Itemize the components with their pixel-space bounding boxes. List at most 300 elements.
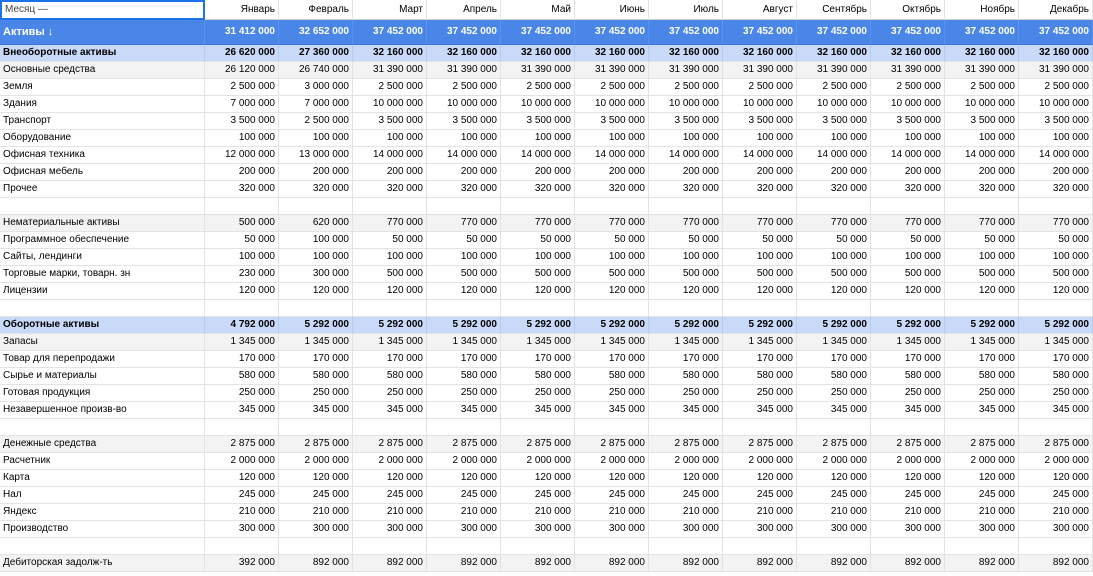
- value-cell[interactable]: 3 000 000: [279, 79, 353, 96]
- value-cell[interactable]: [797, 419, 871, 436]
- value-cell[interactable]: 31 390 000: [501, 62, 575, 79]
- value-cell[interactable]: 50 000: [353, 232, 427, 249]
- value-cell[interactable]: 2 500 000: [1019, 79, 1093, 96]
- row-label-cell[interactable]: Товар для перепродажи: [0, 351, 205, 368]
- value-cell[interactable]: [279, 419, 353, 436]
- value-cell[interactable]: 10 000 000: [945, 96, 1019, 113]
- value-cell[interactable]: 120 000: [427, 283, 501, 300]
- row-label-cell[interactable]: Дебиторская задолж-ть: [0, 555, 205, 572]
- row-label-cell[interactable]: Сайты, лендинги: [0, 249, 205, 266]
- value-cell[interactable]: 2 000 000: [649, 453, 723, 470]
- value-cell[interactable]: 120 000: [723, 470, 797, 487]
- value-cell[interactable]: 5 292 000: [649, 317, 723, 334]
- value-cell[interactable]: 14 000 000: [353, 147, 427, 164]
- value-cell[interactable]: 200 000: [205, 164, 279, 181]
- value-cell[interactable]: 580 000: [427, 368, 501, 385]
- value-cell[interactable]: 26 740 000: [279, 62, 353, 79]
- value-cell[interactable]: 120 000: [575, 470, 649, 487]
- value-cell[interactable]: 50 000: [427, 232, 501, 249]
- value-cell[interactable]: 210 000: [945, 504, 1019, 521]
- value-cell[interactable]: 3 500 000: [871, 113, 945, 130]
- value-cell[interactable]: 5 292 000: [945, 317, 1019, 334]
- value-cell[interactable]: 200 000: [279, 164, 353, 181]
- value-cell[interactable]: 10 000 000: [501, 96, 575, 113]
- value-cell[interactable]: 200 000: [871, 164, 945, 181]
- value-cell[interactable]: 10 000 000: [427, 96, 501, 113]
- value-cell[interactable]: 120 000: [205, 283, 279, 300]
- value-cell[interactable]: 500 000: [427, 266, 501, 283]
- value-cell[interactable]: 170 000: [871, 351, 945, 368]
- row-label-cell[interactable]: Расчетник: [0, 453, 205, 470]
- value-cell[interactable]: 320 000: [427, 181, 501, 198]
- value-cell[interactable]: [501, 419, 575, 436]
- value-cell[interactable]: 50 000: [945, 232, 1019, 249]
- value-cell[interactable]: 250 000: [427, 385, 501, 402]
- value-cell[interactable]: 210 000: [501, 504, 575, 521]
- value-cell[interactable]: 245 000: [723, 487, 797, 504]
- value-cell[interactable]: 345 000: [1019, 402, 1093, 419]
- value-cell[interactable]: 37 452 000: [797, 20, 871, 45]
- value-cell[interactable]: [501, 198, 575, 215]
- row-label-cell[interactable]: Здания: [0, 96, 205, 113]
- value-cell[interactable]: 320 000: [945, 181, 1019, 198]
- value-cell[interactable]: 245 000: [649, 487, 723, 504]
- value-cell[interactable]: 892 000: [575, 555, 649, 572]
- value-cell[interactable]: 250 000: [279, 385, 353, 402]
- value-cell[interactable]: 2 500 000: [797, 79, 871, 96]
- value-cell[interactable]: 580 000: [575, 368, 649, 385]
- value-cell[interactable]: 3 500 000: [353, 113, 427, 130]
- value-cell[interactable]: 170 000: [723, 351, 797, 368]
- value-cell[interactable]: 1 345 000: [575, 334, 649, 351]
- value-cell[interactable]: 50 000: [649, 232, 723, 249]
- value-cell[interactable]: 2 500 000: [649, 79, 723, 96]
- value-cell[interactable]: 892 000: [945, 555, 1019, 572]
- value-cell[interactable]: 2 875 000: [353, 436, 427, 453]
- value-cell[interactable]: [501, 300, 575, 317]
- header-cell-jan[interactable]: Январь: [205, 0, 279, 20]
- value-cell[interactable]: 2 000 000: [723, 453, 797, 470]
- value-cell[interactable]: 2 500 000: [575, 79, 649, 96]
- value-cell[interactable]: 300 000: [501, 521, 575, 538]
- value-cell[interactable]: 245 000: [353, 487, 427, 504]
- value-cell[interactable]: 32 160 000: [797, 45, 871, 62]
- value-cell[interactable]: 37 452 000: [649, 20, 723, 45]
- value-cell[interactable]: 770 000: [353, 215, 427, 232]
- value-cell[interactable]: 2 875 000: [723, 436, 797, 453]
- row-label-cell[interactable]: Активы ↓: [0, 20, 205, 45]
- value-cell[interactable]: 50 000: [871, 232, 945, 249]
- value-cell[interactable]: 120 000: [797, 283, 871, 300]
- value-cell[interactable]: 100 000: [205, 249, 279, 266]
- value-cell[interactable]: [945, 538, 1019, 555]
- value-cell[interactable]: [1019, 198, 1093, 215]
- value-cell[interactable]: [797, 198, 871, 215]
- value-cell[interactable]: [649, 198, 723, 215]
- value-cell[interactable]: [575, 198, 649, 215]
- value-cell[interactable]: 50 000: [205, 232, 279, 249]
- value-cell[interactable]: 100 000: [279, 130, 353, 147]
- value-cell[interactable]: [723, 198, 797, 215]
- row-label-cell[interactable]: Карта: [0, 470, 205, 487]
- value-cell[interactable]: 32 160 000: [427, 45, 501, 62]
- value-cell[interactable]: [723, 300, 797, 317]
- value-cell[interactable]: 2 500 000: [723, 79, 797, 96]
- value-cell[interactable]: 210 000: [279, 504, 353, 521]
- value-cell[interactable]: 580 000: [353, 368, 427, 385]
- value-cell[interactable]: 31 390 000: [1019, 62, 1093, 79]
- row-label-cell[interactable]: [0, 538, 205, 555]
- value-cell[interactable]: 345 000: [945, 402, 1019, 419]
- value-cell[interactable]: 320 000: [797, 181, 871, 198]
- value-cell[interactable]: 210 000: [871, 504, 945, 521]
- value-cell[interactable]: 500 000: [945, 266, 1019, 283]
- row-label-cell[interactable]: Готовая продукция: [0, 385, 205, 402]
- value-cell[interactable]: 2 000 000: [945, 453, 1019, 470]
- value-cell[interactable]: 120 000: [353, 283, 427, 300]
- value-cell[interactable]: 245 000: [797, 487, 871, 504]
- value-cell[interactable]: 32 160 000: [723, 45, 797, 62]
- value-cell[interactable]: 300 000: [205, 521, 279, 538]
- value-cell[interactable]: 300 000: [353, 521, 427, 538]
- value-cell[interactable]: 2 000 000: [797, 453, 871, 470]
- value-cell[interactable]: 770 000: [427, 215, 501, 232]
- value-cell[interactable]: 120 000: [945, 470, 1019, 487]
- value-cell[interactable]: 100 000: [279, 249, 353, 266]
- value-cell[interactable]: [353, 198, 427, 215]
- value-cell[interactable]: 250 000: [871, 385, 945, 402]
- value-cell[interactable]: 210 000: [575, 504, 649, 521]
- value-cell[interactable]: [649, 538, 723, 555]
- row-label-cell[interactable]: Внеоборотные активы: [0, 45, 205, 62]
- header-cell-feb[interactable]: Февраль: [279, 0, 353, 20]
- value-cell[interactable]: 2 000 000: [871, 453, 945, 470]
- value-cell[interactable]: 345 000: [427, 402, 501, 419]
- value-cell[interactable]: 100 000: [353, 249, 427, 266]
- value-cell[interactable]: 5 292 000: [353, 317, 427, 334]
- value-cell[interactable]: 5 292 000: [501, 317, 575, 334]
- value-cell[interactable]: 2 875 000: [205, 436, 279, 453]
- value-cell[interactable]: 892 000: [279, 555, 353, 572]
- value-cell[interactable]: 13 000 000: [279, 147, 353, 164]
- value-cell[interactable]: 770 000: [797, 215, 871, 232]
- header-cell-jun[interactable]: Июнь: [575, 0, 649, 20]
- value-cell[interactable]: 500 000: [1019, 266, 1093, 283]
- value-cell[interactable]: [797, 300, 871, 317]
- header-cell-may[interactable]: Май: [501, 0, 575, 20]
- value-cell[interactable]: 1 345 000: [723, 334, 797, 351]
- value-cell[interactable]: 320 000: [205, 181, 279, 198]
- value-cell[interactable]: 210 000: [353, 504, 427, 521]
- value-cell[interactable]: 580 000: [797, 368, 871, 385]
- value-cell[interactable]: 100 000: [649, 130, 723, 147]
- value-cell[interactable]: 14 000 000: [723, 147, 797, 164]
- value-cell[interactable]: 300 000: [871, 521, 945, 538]
- value-cell[interactable]: 250 000: [575, 385, 649, 402]
- value-cell[interactable]: 170 000: [575, 351, 649, 368]
- value-cell[interactable]: 100 000: [1019, 249, 1093, 266]
- value-cell[interactable]: 12 000 000: [205, 147, 279, 164]
- value-cell[interactable]: 170 000: [427, 351, 501, 368]
- value-cell[interactable]: 10 000 000: [575, 96, 649, 113]
- value-cell[interactable]: 345 000: [723, 402, 797, 419]
- value-cell[interactable]: 31 390 000: [723, 62, 797, 79]
- value-cell[interactable]: 210 000: [797, 504, 871, 521]
- value-cell[interactable]: 170 000: [205, 351, 279, 368]
- value-cell[interactable]: 580 000: [945, 368, 1019, 385]
- value-cell[interactable]: 345 000: [871, 402, 945, 419]
- value-cell[interactable]: 250 000: [501, 385, 575, 402]
- value-cell[interactable]: [945, 198, 1019, 215]
- value-cell[interactable]: 210 000: [1019, 504, 1093, 521]
- value-cell[interactable]: 500 000: [575, 266, 649, 283]
- row-label-cell[interactable]: [0, 300, 205, 317]
- value-cell[interactable]: 2 500 000: [279, 113, 353, 130]
- value-cell[interactable]: [427, 198, 501, 215]
- value-cell[interactable]: 2 000 000: [427, 453, 501, 470]
- value-cell[interactable]: [871, 300, 945, 317]
- value-cell[interactable]: [871, 538, 945, 555]
- value-cell[interactable]: 120 000: [1019, 283, 1093, 300]
- row-label-cell[interactable]: Незавершенное произв-во: [0, 402, 205, 419]
- value-cell[interactable]: 32 652 000: [279, 20, 353, 45]
- value-cell[interactable]: 10 000 000: [871, 96, 945, 113]
- value-cell[interactable]: 170 000: [1019, 351, 1093, 368]
- value-cell[interactable]: [427, 419, 501, 436]
- value-cell[interactable]: 27 360 000: [279, 45, 353, 62]
- value-cell[interactable]: 37 452 000: [575, 20, 649, 45]
- value-cell[interactable]: 620 000: [279, 215, 353, 232]
- row-label-cell[interactable]: Программное обеспечение: [0, 232, 205, 249]
- header-cell-mar[interactable]: Март: [353, 0, 427, 20]
- value-cell[interactable]: 1 345 000: [871, 334, 945, 351]
- value-cell[interactable]: 320 000: [501, 181, 575, 198]
- value-cell[interactable]: 3 500 000: [1019, 113, 1093, 130]
- header-cell-dec[interactable]: Декабрь: [1019, 0, 1093, 20]
- value-cell[interactable]: [575, 419, 649, 436]
- row-label-cell[interactable]: Оборудование: [0, 130, 205, 147]
- header-cell-nov[interactable]: Ноябрь: [945, 0, 1019, 20]
- value-cell[interactable]: 300 000: [649, 521, 723, 538]
- value-cell[interactable]: 245 000: [871, 487, 945, 504]
- value-cell[interactable]: [575, 538, 649, 555]
- value-cell[interactable]: 200 000: [353, 164, 427, 181]
- row-label-cell[interactable]: Офисная мебель: [0, 164, 205, 181]
- row-label-cell[interactable]: Офисная техника: [0, 147, 205, 164]
- value-cell[interactable]: 580 000: [723, 368, 797, 385]
- value-cell[interactable]: 100 000: [353, 130, 427, 147]
- value-cell[interactable]: 50 000: [575, 232, 649, 249]
- value-cell[interactable]: 2 500 000: [945, 79, 1019, 96]
- value-cell[interactable]: 120 000: [871, 470, 945, 487]
- value-cell[interactable]: 32 160 000: [649, 45, 723, 62]
- value-cell[interactable]: 245 000: [501, 487, 575, 504]
- header-cell-apr[interactable]: Апрель: [427, 0, 501, 20]
- value-cell[interactable]: 245 000: [279, 487, 353, 504]
- value-cell[interactable]: 32 160 000: [575, 45, 649, 62]
- value-cell[interactable]: 120 000: [353, 470, 427, 487]
- value-cell[interactable]: 14 000 000: [871, 147, 945, 164]
- value-cell[interactable]: 345 000: [797, 402, 871, 419]
- row-label-cell[interactable]: Производство: [0, 521, 205, 538]
- row-label-cell[interactable]: Земля: [0, 79, 205, 96]
- value-cell[interactable]: 892 000: [797, 555, 871, 572]
- value-cell[interactable]: 14 000 000: [575, 147, 649, 164]
- row-label-cell[interactable]: Яндекс: [0, 504, 205, 521]
- value-cell[interactable]: [871, 419, 945, 436]
- value-cell[interactable]: 2 000 000: [1019, 453, 1093, 470]
- value-cell[interactable]: 250 000: [649, 385, 723, 402]
- value-cell[interactable]: 3 500 000: [797, 113, 871, 130]
- value-cell[interactable]: 37 452 000: [427, 20, 501, 45]
- value-cell[interactable]: 200 000: [945, 164, 1019, 181]
- value-cell[interactable]: 770 000: [871, 215, 945, 232]
- value-cell[interactable]: 2 875 000: [575, 436, 649, 453]
- value-cell[interactable]: 250 000: [723, 385, 797, 402]
- value-cell[interactable]: 120 000: [501, 283, 575, 300]
- value-cell[interactable]: 120 000: [723, 283, 797, 300]
- value-cell[interactable]: 120 000: [501, 470, 575, 487]
- value-cell[interactable]: 32 160 000: [945, 45, 1019, 62]
- value-cell[interactable]: 100 000: [723, 249, 797, 266]
- row-label-cell[interactable]: Нематериальные активы: [0, 215, 205, 232]
- value-cell[interactable]: 500 000: [501, 266, 575, 283]
- value-cell[interactable]: 7 000 000: [205, 96, 279, 113]
- value-cell[interactable]: 320 000: [649, 181, 723, 198]
- value-cell[interactable]: 170 000: [353, 351, 427, 368]
- row-label-cell[interactable]: [0, 419, 205, 436]
- value-cell[interactable]: 245 000: [945, 487, 1019, 504]
- value-cell[interactable]: [649, 419, 723, 436]
- value-cell[interactable]: 580 000: [501, 368, 575, 385]
- value-cell[interactable]: 892 000: [723, 555, 797, 572]
- value-cell[interactable]: 2 500 000: [871, 79, 945, 96]
- value-cell[interactable]: 1 345 000: [797, 334, 871, 351]
- value-cell[interactable]: 32 160 000: [501, 45, 575, 62]
- value-cell[interactable]: 5 292 000: [797, 317, 871, 334]
- value-cell[interactable]: 500 000: [649, 266, 723, 283]
- value-cell[interactable]: 345 000: [649, 402, 723, 419]
- value-cell[interactable]: [649, 300, 723, 317]
- value-cell[interactable]: 300 000: [575, 521, 649, 538]
- value-cell[interactable]: 300 000: [945, 521, 1019, 538]
- value-cell[interactable]: 210 000: [723, 504, 797, 521]
- value-cell[interactable]: 245 000: [205, 487, 279, 504]
- value-cell[interactable]: 2 000 000: [353, 453, 427, 470]
- value-cell[interactable]: 250 000: [205, 385, 279, 402]
- value-cell[interactable]: [205, 198, 279, 215]
- value-cell[interactable]: 2 500 000: [427, 79, 501, 96]
- value-cell[interactable]: 50 000: [797, 232, 871, 249]
- header-cell-aug[interactable]: Август: [723, 0, 797, 20]
- value-cell[interactable]: 892 000: [871, 555, 945, 572]
- value-cell[interactable]: 3 500 000: [575, 113, 649, 130]
- value-cell[interactable]: 37 452 000: [871, 20, 945, 45]
- value-cell[interactable]: 170 000: [797, 351, 871, 368]
- value-cell[interactable]: 3 500 000: [205, 113, 279, 130]
- value-cell[interactable]: 2 875 000: [945, 436, 1019, 453]
- value-cell[interactable]: 100 000: [871, 130, 945, 147]
- value-cell[interactable]: 500 000: [871, 266, 945, 283]
- value-cell[interactable]: 100 000: [945, 130, 1019, 147]
- value-cell[interactable]: 3 500 000: [945, 113, 1019, 130]
- value-cell[interactable]: 300 000: [797, 521, 871, 538]
- value-cell[interactable]: [945, 419, 1019, 436]
- value-cell[interactable]: 14 000 000: [945, 147, 1019, 164]
- value-cell[interactable]: 300 000: [1019, 521, 1093, 538]
- value-cell[interactable]: 3 500 000: [649, 113, 723, 130]
- value-cell[interactable]: 100 000: [797, 249, 871, 266]
- value-cell[interactable]: 31 390 000: [427, 62, 501, 79]
- value-cell[interactable]: 345 000: [353, 402, 427, 419]
- value-cell[interactable]: 120 000: [205, 470, 279, 487]
- value-cell[interactable]: 580 000: [871, 368, 945, 385]
- value-cell[interactable]: 2 875 000: [1019, 436, 1093, 453]
- value-cell[interactable]: 320 000: [353, 181, 427, 198]
- value-cell[interactable]: 1 345 000: [427, 334, 501, 351]
- value-cell[interactable]: 320 000: [723, 181, 797, 198]
- value-cell[interactable]: 1 345 000: [649, 334, 723, 351]
- value-cell[interactable]: 2 000 000: [575, 453, 649, 470]
- value-cell[interactable]: 300 000: [427, 521, 501, 538]
- row-label-cell[interactable]: Прочее: [0, 181, 205, 198]
- value-cell[interactable]: 320 000: [279, 181, 353, 198]
- value-cell[interactable]: 2 875 000: [279, 436, 353, 453]
- value-cell[interactable]: 580 000: [1019, 368, 1093, 385]
- value-cell[interactable]: 892 000: [353, 555, 427, 572]
- value-cell[interactable]: 120 000: [649, 470, 723, 487]
- value-cell[interactable]: 770 000: [1019, 215, 1093, 232]
- value-cell[interactable]: 4 792 000: [205, 317, 279, 334]
- value-cell[interactable]: 250 000: [1019, 385, 1093, 402]
- value-cell[interactable]: 2 875 000: [871, 436, 945, 453]
- value-cell[interactable]: 100 000: [871, 249, 945, 266]
- value-cell[interactable]: 100 000: [723, 130, 797, 147]
- header-cell-jul[interactable]: Июль: [649, 0, 723, 20]
- value-cell[interactable]: 120 000: [945, 283, 1019, 300]
- value-cell[interactable]: 5 292 000: [1019, 317, 1093, 334]
- value-cell[interactable]: [279, 198, 353, 215]
- value-cell[interactable]: [575, 300, 649, 317]
- value-cell[interactable]: 2 500 000: [205, 79, 279, 96]
- value-cell[interactable]: [427, 300, 501, 317]
- value-cell[interactable]: 1 345 000: [501, 334, 575, 351]
- row-label-cell[interactable]: Основные средства: [0, 62, 205, 79]
- value-cell[interactable]: 100 000: [501, 249, 575, 266]
- value-cell[interactable]: 37 452 000: [1019, 20, 1093, 45]
- value-cell[interactable]: [1019, 300, 1093, 317]
- value-cell[interactable]: 1 345 000: [945, 334, 1019, 351]
- value-cell[interactable]: [723, 538, 797, 555]
- value-cell[interactable]: 500 000: [353, 266, 427, 283]
- value-cell[interactable]: 500 000: [723, 266, 797, 283]
- value-cell[interactable]: 31 390 000: [649, 62, 723, 79]
- value-cell[interactable]: 200 000: [1019, 164, 1093, 181]
- value-cell[interactable]: [353, 538, 427, 555]
- value-cell[interactable]: 170 000: [279, 351, 353, 368]
- value-cell[interactable]: 1 345 000: [279, 334, 353, 351]
- value-cell[interactable]: 31 390 000: [871, 62, 945, 79]
- value-cell[interactable]: 120 000: [279, 283, 353, 300]
- value-cell[interactable]: 300 000: [723, 521, 797, 538]
- value-cell[interactable]: 580 000: [649, 368, 723, 385]
- value-cell[interactable]: 245 000: [427, 487, 501, 504]
- value-cell[interactable]: 7 000 000: [279, 96, 353, 113]
- value-cell[interactable]: [501, 538, 575, 555]
- value-cell[interactable]: 210 000: [205, 504, 279, 521]
- value-cell[interactable]: 26 120 000: [205, 62, 279, 79]
- value-cell[interactable]: 320 000: [575, 181, 649, 198]
